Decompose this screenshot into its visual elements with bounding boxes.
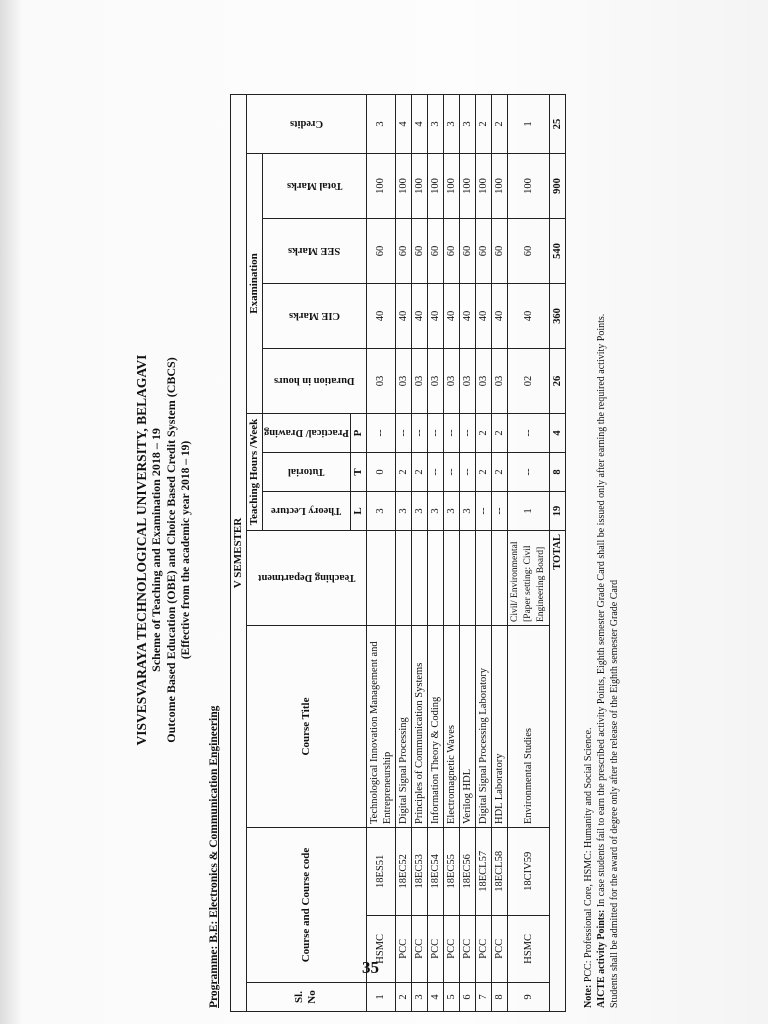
university-name: VISVESVARAYA TECHNOLOGICAL UNIVERSITY, BELAGAVI (134, 354, 149, 746)
total-duration: 26 (549, 349, 565, 414)
notes (582, 98, 621, 1008)
cell-P: 2 (475, 414, 491, 453)
cell-sl: 6 (459, 983, 475, 1012)
table-body (366, 95, 549, 1012)
col-total: Total Marks (263, 154, 367, 219)
cell-see: 60 (411, 219, 427, 284)
cell-T: 2 (491, 453, 507, 492)
cell-L: 3 (395, 492, 411, 531)
cell-credits: 4 (395, 95, 411, 154)
cell-dur: 03 (459, 349, 475, 414)
cell-type: PCC (459, 915, 475, 982)
table-row (443, 95, 459, 1012)
cell-P: -- (459, 414, 475, 453)
cell-dept (411, 531, 427, 626)
cell-P: -- (443, 414, 459, 453)
cell-T: -- (507, 453, 549, 492)
cell-title: Digital Signal Processing Laboratory (475, 626, 491, 828)
cell-dept (427, 531, 443, 626)
cell-see: 60 (366, 219, 395, 284)
page-number: 35 (362, 958, 379, 977)
cell-see: 60 (459, 219, 475, 284)
scheme-table (230, 94, 566, 1012)
cell-T: -- (427, 453, 443, 492)
table-row (366, 95, 395, 1012)
cell-dept (491, 531, 507, 626)
cell-sl: 2 (395, 983, 411, 1012)
cell-L: 3 (411, 492, 427, 531)
cell-cie: 40 (395, 284, 411, 349)
cell-sl: 5 (443, 983, 459, 1012)
cell-see: 60 (443, 219, 459, 284)
cell-credits: 3 (443, 95, 459, 154)
cell-cie: 40 (411, 284, 427, 349)
total-see: 540 (549, 219, 565, 284)
cell-cie: 40 (475, 284, 491, 349)
cell-code: 18ECL57 (475, 828, 491, 916)
cell-dur: 02 (507, 349, 549, 414)
cell-T: 2 (395, 453, 411, 492)
cell-code: 18EC56 (459, 828, 475, 916)
cell-T: -- (443, 453, 459, 492)
cell-L: 1 (507, 492, 549, 531)
cell-credits: 3 (366, 95, 395, 154)
scheme-title: Scheme of Teaching and Examination 2018 – 19 (149, 428, 163, 672)
cell-cie: 40 (507, 284, 549, 349)
total-credits: 25 (549, 95, 565, 154)
cell-title: Principles of Communication Systems (411, 626, 427, 828)
cell-T: 2 (475, 453, 491, 492)
col-T: T (350, 453, 366, 492)
cell-dur: 03 (411, 349, 427, 414)
col-theory: Theory Lecture (263, 492, 351, 531)
cell-code: 18ES51 (366, 828, 395, 916)
table-row (475, 95, 491, 1012)
cell-dept (366, 531, 395, 626)
cell-code: 18EC54 (427, 828, 443, 916)
col-cie: CIE Marks (263, 284, 367, 349)
document-header (134, 88, 194, 1012)
cell-T: 0 (366, 453, 395, 492)
cell-see: 60 (395, 219, 411, 284)
cell-dept (395, 531, 411, 626)
total-L: 19 (549, 492, 565, 531)
col-P: P (350, 414, 366, 453)
obe-title: Outcome Based Education (OBE) and Choice Based Credit System (CBCS) (164, 357, 178, 743)
table-row (427, 95, 443, 1012)
cell-type: HSMC (366, 915, 395, 982)
cell-sl: 4 (427, 983, 443, 1012)
cell-code: 18CIV59 (507, 828, 549, 916)
cell-type: PCC (411, 915, 427, 982)
cell-T: -- (459, 453, 475, 492)
cell-cie: 40 (366, 284, 395, 349)
cell-see: 60 (475, 219, 491, 284)
semester-title: V SEMESTER (231, 95, 247, 1012)
cell-P: -- (395, 414, 411, 453)
cell-total: 100 (459, 154, 475, 219)
cell-credits: 1 (507, 95, 549, 154)
cell-dept (475, 531, 491, 626)
cell-total: 100 (395, 154, 411, 219)
col-sl: Sl. No (247, 983, 367, 1012)
col-see: SEE Marks (263, 219, 367, 284)
cell-dur: 03 (427, 349, 443, 414)
cell-total: 100 (475, 154, 491, 219)
table-row (411, 95, 427, 1012)
cell-type: PCC (475, 915, 491, 982)
cell-type: PCC (491, 915, 507, 982)
cell-title: Electromagnetic Waves (443, 626, 459, 828)
cell-see: 60 (491, 219, 507, 284)
cell-dept (443, 531, 459, 626)
cell-L: 3 (443, 492, 459, 531)
cell-code: 18ECL58 (491, 828, 507, 916)
cell-dept: Civil/ Environmental [Paper setting: Civil Engineering Board] (507, 531, 549, 626)
cell-title: HDL Laboratory (491, 626, 507, 828)
cell-sl: 3 (411, 983, 427, 1012)
table-row (507, 95, 549, 1012)
cell-total: 100 (491, 154, 507, 219)
cell-title: Verilog HDL (459, 626, 475, 828)
aicte-line-2: Students shall be admitted for the award of degree only after the release of the Eighth semester Grade Card (609, 579, 620, 1008)
cell-credits: 2 (491, 95, 507, 154)
cell-credits: 2 (475, 95, 491, 154)
col-teaching-hours: Teaching Hours /Week (247, 414, 263, 531)
table-row (459, 95, 475, 1012)
cell-title: Information Theory & Coding (427, 626, 443, 828)
cell-credits: 3 (459, 95, 475, 154)
cell-sl: 1 (366, 983, 395, 1012)
cell-dur: 03 (366, 349, 395, 414)
cell-credits: 4 (411, 95, 427, 154)
cell-type: PCC (443, 915, 459, 982)
col-dept: Teaching Department (247, 531, 367, 626)
cell-L: 3 (366, 492, 395, 531)
cell-dur: 03 (491, 349, 507, 414)
cell-L: -- (475, 492, 491, 531)
cell-sl: 7 (475, 983, 491, 1012)
cell-type: HSMC (507, 915, 549, 982)
cell-dur: 03 (395, 349, 411, 414)
total-cie: 360 (549, 284, 565, 349)
col-examination: Examination (247, 154, 263, 414)
total-P: 4 (549, 414, 565, 453)
cell-cie: 40 (443, 284, 459, 349)
cell-see: 60 (507, 219, 549, 284)
cell-total: 100 (443, 154, 459, 219)
cell-title: Technological Innovation Management and Entrepreneurship (366, 626, 395, 828)
cell-code: 18EC55 (443, 828, 459, 916)
table-row (491, 95, 507, 1012)
header-row-1 (247, 95, 263, 1012)
cell-title: Environmental Studies (507, 626, 549, 828)
rotated-content (134, 88, 620, 1012)
cell-type: PCC (395, 915, 411, 982)
cell-code: 18EC53 (411, 828, 427, 916)
cell-total: 100 (411, 154, 427, 219)
aicte-line: AICTE activity Points: In case students fail to earn the prescribed activity Points, Eighth semester Grade Card shall be issued only after earning the required activity Points. (596, 313, 607, 1008)
cell-total: 100 (507, 154, 549, 219)
cell-type: PCC (427, 915, 443, 982)
note-line: Note: PCC: Professional Core, HSMC: Humanity and Social Science. (583, 727, 594, 1008)
col-tutorial: Tutorial (263, 453, 351, 492)
cell-P: -- (366, 414, 395, 453)
table-row (395, 95, 411, 1012)
effective-line: (Effective from the academic year 2018 – 19) (180, 440, 192, 660)
col-duration: Duration in hours (263, 349, 367, 414)
cell-dur: 03 (443, 349, 459, 414)
cell-sl: 8 (491, 983, 507, 1012)
cell-P: -- (411, 414, 427, 453)
cell-sl: 9 (507, 983, 549, 1012)
cell-dept (459, 531, 475, 626)
col-title: Course Title (247, 626, 367, 828)
cell-title: Digital Signal Processing (395, 626, 411, 828)
total-row (549, 95, 565, 1012)
cell-see: 60 (427, 219, 443, 284)
cell-P: -- (427, 414, 443, 453)
cell-credits: 3 (427, 95, 443, 154)
cell-L: 3 (459, 492, 475, 531)
col-practical: Practical/ Drawing (263, 414, 351, 453)
cell-P: -- (507, 414, 549, 453)
total-marks: 900 (549, 154, 565, 219)
cell-total: 100 (366, 154, 395, 219)
cell-total: 100 (427, 154, 443, 219)
cell-T: 2 (411, 453, 427, 492)
cell-dur: 03 (475, 349, 491, 414)
cell-cie: 40 (459, 284, 475, 349)
total-label: TOTAL (549, 531, 565, 1012)
cell-code: 18EC52 (395, 828, 411, 916)
col-course: Course and Course code (247, 828, 367, 983)
cell-L: 3 (427, 492, 443, 531)
cell-cie: 40 (427, 284, 443, 349)
col-L: L (350, 492, 366, 531)
cell-cie: 40 (491, 284, 507, 349)
programme-title: Programme: B.E: Electronics & Communication Engineering (208, 705, 220, 1008)
semester-row (231, 95, 247, 1012)
cell-L: -- (491, 492, 507, 531)
cell-P: 2 (491, 414, 507, 453)
col-credits: Credits (247, 95, 367, 154)
total-T: 8 (549, 453, 565, 492)
